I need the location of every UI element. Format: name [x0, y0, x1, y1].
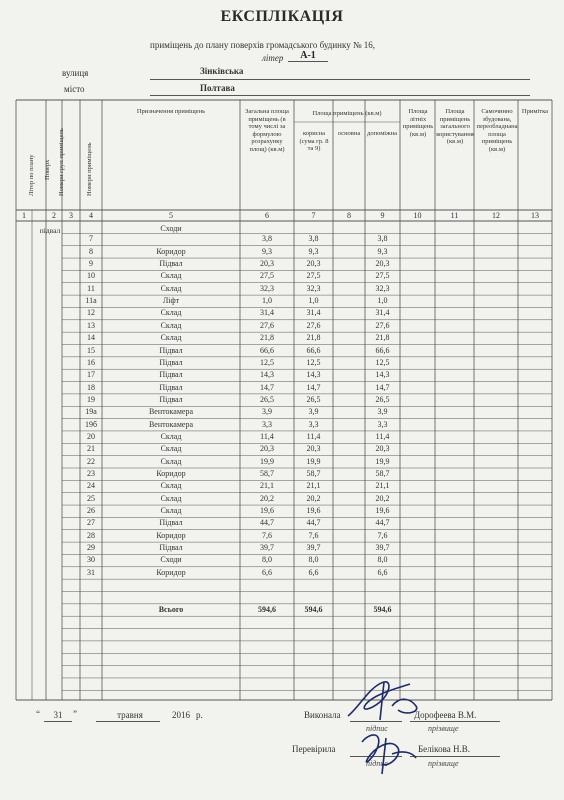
col-header-liter: Літер по плану — [28, 154, 35, 196]
room-number: 15 — [87, 345, 95, 355]
room-aux-area: 58,7 — [375, 469, 390, 478]
room-purpose: Підвал — [159, 394, 183, 404]
room-number: 11а — [85, 296, 97, 306]
room-purpose: Підвал — [159, 259, 183, 269]
room-useful-area: 44,7 — [306, 518, 321, 528]
room-number: 28 — [87, 530, 95, 540]
date-month-underline — [96, 721, 160, 722]
room-aux-area: 19,9 — [375, 456, 390, 466]
totals-useful-area: 594,6 — [304, 604, 323, 614]
room-useful-area: 8,0 — [308, 555, 319, 565]
room-aux-area: 27,6 — [375, 320, 390, 330]
room-number: 27 — [87, 518, 95, 528]
room-total-area: 21,1 — [260, 481, 274, 491]
room-purpose: Склад — [160, 308, 182, 318]
col-header-floor: Поверх — [44, 159, 51, 180]
checked-by-name: Белікова Н.В. — [418, 744, 470, 754]
room-aux-area: 66,6 — [375, 345, 390, 355]
city-value: Полтава — [200, 83, 235, 93]
col-header-area-group: Площа приміщень (кв.м) — [312, 110, 382, 117]
room-number: 14 — [87, 333, 95, 343]
room-aux-area: 21,8 — [375, 333, 390, 343]
room-total-area: 6,6 — [262, 567, 272, 577]
room-useful-area: 3,3 — [308, 419, 319, 429]
column-number: 1 — [22, 211, 26, 220]
floor-label: підвал — [39, 226, 61, 235]
room-aux-area: 14,3 — [375, 370, 390, 380]
room-number: 20 — [87, 431, 95, 441]
room-purpose: Склад — [160, 431, 182, 441]
checked-by-sign-caption: підпис — [366, 759, 388, 768]
room-number: 23 — [87, 469, 95, 478]
room-aux-area: 20,3 — [375, 444, 390, 454]
room-purpose: Підвал — [159, 382, 183, 392]
date-year-suffix: р. — [196, 710, 203, 720]
col-header-purpose: Призначення приміщень — [136, 108, 206, 115]
room-purpose: Склад — [160, 506, 182, 516]
street-label: вулиця — [62, 68, 89, 78]
column-number: 2 — [52, 211, 56, 220]
checked-by-label: Перевірила — [292, 744, 336, 754]
room-number: 22 — [87, 456, 95, 466]
room-purpose: Сходи — [160, 224, 182, 233]
room-total-area: 20,3 — [260, 259, 274, 269]
column-number: 10 — [413, 211, 422, 220]
made-by-name-caption: прізвище — [428, 724, 459, 733]
room-purpose: Склад — [160, 493, 182, 503]
room-purpose: Склад — [160, 320, 182, 330]
col-header-unauthorized: Самочинно збудована, переобладнана площа приміщень (кв.м) — [476, 108, 518, 153]
column-number: 12 — [492, 211, 500, 220]
room-purpose: Підвал — [159, 543, 183, 553]
room-total-area: 14,3 — [260, 370, 274, 380]
room-total-area: 27,5 — [260, 271, 274, 281]
room-total-area: 58,7 — [260, 469, 274, 478]
room-total-area: 20,2 — [260, 493, 274, 503]
room-useful-area: 9,3 — [308, 246, 319, 256]
room-number: 21 — [87, 444, 95, 454]
room-number: 12 — [87, 308, 95, 318]
room-total-area: 14,7 — [260, 382, 274, 392]
room-aux-area: 8,0 — [377, 555, 388, 565]
room-purpose: Склад — [160, 271, 182, 281]
checked-by-name-caption: прізвище — [428, 759, 459, 768]
room-number: 31 — [87, 567, 95, 577]
room-purpose: Вентокамера — [148, 407, 194, 417]
room-aux-area: 31,4 — [375, 308, 390, 318]
room-useful-area: 3,8 — [308, 234, 319, 244]
column-number: 6 — [265, 211, 269, 220]
room-number: 24 — [87, 481, 95, 491]
room-useful-area: 31,4 — [306, 308, 321, 318]
room-number: 11 — [87, 283, 95, 293]
column-number: 13 — [531, 211, 539, 220]
room-useful-area: 6,6 — [308, 567, 319, 577]
signature-made-by — [340, 676, 430, 726]
room-purpose: Підвал — [159, 357, 183, 367]
room-total-area: 12,5 — [260, 357, 274, 367]
room-useful-area: 27,6 — [306, 320, 321, 330]
room-useful-area: 32,3 — [306, 283, 321, 293]
room-number: 19б — [84, 419, 98, 429]
room-useful-area: 3,9 — [308, 407, 319, 417]
column-number: 5 — [169, 211, 173, 220]
room-total-area: 1,0 — [262, 296, 272, 306]
document-title: ЕКСПЛІКАЦІЯ — [220, 8, 344, 25]
room-aux-area: 1,0 — [377, 296, 388, 306]
room-aux-area: 39,7 — [375, 543, 390, 553]
room-aux-area: 20,3 — [375, 259, 390, 269]
room-useful-area: 19,9 — [306, 456, 321, 466]
room-total-area: 3,3 — [262, 419, 272, 429]
room-useful-area: 20,2 — [306, 493, 321, 503]
room-total-area: 39,7 — [260, 543, 274, 553]
column-number: 8 — [347, 211, 351, 220]
column-number: 11 — [450, 211, 459, 220]
room-useful-area: 14,7 — [306, 382, 321, 392]
room-aux-area: 32,3 — [375, 283, 390, 293]
room-useful-area: 66,6 — [306, 345, 321, 355]
room-number: 17 — [87, 370, 95, 380]
room-number: 19 — [87, 394, 95, 404]
room-total-area: 9,3 — [262, 246, 272, 256]
room-purpose: Коридор — [156, 246, 186, 256]
room-total-area: 44,7 — [260, 518, 274, 528]
city-label: місто — [64, 84, 85, 94]
street-value: Зінківська — [200, 66, 244, 76]
room-purpose: Склад — [160, 444, 182, 454]
room-useful-area: 20,3 — [306, 259, 321, 269]
room-aux-area: 19,6 — [375, 506, 390, 516]
room-purpose: Склад — [160, 456, 182, 466]
col-header-main: основна — [337, 130, 361, 137]
room-total-area: 3,9 — [262, 407, 272, 417]
room-aux-area: 7,6 — [377, 530, 388, 540]
room-aux-area: 26,5 — [375, 394, 390, 404]
made-by-sign-caption: підпис — [366, 724, 388, 733]
checked-by-name-line — [410, 756, 500, 757]
col-header-groups: Номери груп приміщень — [58, 128, 65, 196]
column-number: 4 — [89, 211, 93, 220]
room-number: 19а — [85, 407, 97, 417]
room-total-area: 7,6 — [262, 530, 272, 540]
room-aux-area: 20,2 — [375, 493, 390, 503]
room-useful-area: 21,8 — [306, 333, 321, 343]
col-header-notes: Примітка — [521, 108, 549, 115]
room-aux-area: 3,8 — [377, 234, 388, 244]
room-number: 9 — [89, 259, 93, 269]
room-total-area: 31,4 — [260, 308, 274, 318]
totals-label: Всього — [158, 604, 184, 614]
room-aux-area: 21,1 — [375, 481, 390, 491]
date-close-quote: ” — [73, 709, 77, 719]
room-purpose: Коридор — [156, 567, 186, 577]
room-total-area: 20,3 — [260, 444, 274, 454]
room-total-area: 21,8 — [260, 333, 274, 343]
room-useful-area: 20,3 — [306, 444, 321, 454]
room-purpose: Склад — [160, 333, 182, 343]
made-by-name: Дорофеева В.М. — [414, 710, 477, 720]
room-number: 8 — [89, 246, 93, 256]
room-number: 18 — [87, 382, 95, 392]
room-number: 26 — [87, 506, 95, 516]
totals-aux-area: 594,6 — [373, 604, 392, 614]
room-purpose: Коридор — [156, 469, 186, 478]
room-useful-area: 21,1 — [306, 481, 321, 491]
room-useful-area: 19,6 — [306, 506, 321, 516]
col-header-total-area: Загальна площа приміщень (в тому числі за формулою розрахунку площ) (кв.м) — [245, 108, 289, 153]
room-number: 7 — [89, 234, 93, 244]
room-total-area: 11,4 — [260, 431, 274, 441]
room-total-area: 19,6 — [260, 506, 274, 516]
date-open-quote: “ — [36, 709, 40, 719]
room-number: 29 — [87, 543, 95, 553]
column-number: 7 — [311, 211, 316, 220]
room-purpose: Склад — [160, 481, 182, 491]
made-by-label: Виконала — [304, 710, 341, 720]
room-number: 30 — [87, 555, 95, 565]
room-purpose: Склад — [160, 283, 182, 293]
room-purpose: Сходи — [160, 555, 182, 565]
room-useful-area: 27,5 — [306, 271, 321, 281]
room-useful-area: 14,3 — [306, 370, 321, 380]
liter-value: А-1 — [288, 50, 328, 62]
col-header-common: Площа приміщень загального користування (кв.м) — [436, 108, 474, 145]
room-useful-area: 12,5 — [306, 357, 321, 367]
room-useful-area: 1,0 — [308, 296, 319, 306]
room-useful-area: 11,4 — [306, 431, 321, 441]
room-total-area: 66,6 — [260, 345, 274, 355]
date-year: 2016 — [172, 710, 190, 720]
date-day-underline — [44, 721, 72, 722]
room-number: 25 — [87, 493, 95, 503]
date-day: 31 — [53, 710, 63, 720]
room-total-area: 8,0 — [262, 555, 272, 565]
room-purpose: Коридор — [156, 530, 186, 540]
totals-total-area: 594,6 — [258, 604, 276, 614]
room-aux-area: 9,3 — [377, 246, 388, 256]
room-aux-area: 3,9 — [377, 407, 388, 417]
room-aux-area: 3,3 — [377, 419, 388, 429]
room-purpose: Ліфт — [162, 296, 180, 306]
column-number: 3 — [69, 211, 73, 220]
room-aux-area: 27,5 — [375, 271, 390, 281]
room-number: 10 — [87, 271, 95, 281]
col-header-summer: Площа літніх приміщень (кв.м) — [402, 108, 434, 138]
document-subtitle: приміщень до плану поверхів громадського будинку № 16, — [150, 40, 376, 50]
room-aux-area: 12,5 — [375, 357, 390, 367]
room-useful-area: 26,5 — [306, 394, 321, 404]
room-total-area: 19,9 — [260, 456, 274, 466]
room-total-area: 32,3 — [260, 283, 274, 293]
room-total-area: 3,8 — [262, 234, 272, 244]
col-header-room-numbers: Номери приміщень — [86, 142, 93, 196]
room-total-area: 27,6 — [260, 320, 274, 330]
room-aux-area: 44,7 — [375, 518, 390, 528]
room-purpose: Підвал — [159, 370, 183, 380]
room-purpose: Підвал — [159, 345, 183, 355]
room-aux-area: 11,4 — [375, 431, 390, 441]
room-purpose: Підвал — [159, 518, 183, 528]
room-useful-area: 58,7 — [306, 469, 321, 478]
room-number: 16 — [87, 357, 95, 367]
column-number: 9 — [380, 211, 385, 220]
liter-label: літер — [262, 53, 284, 63]
date-month: травня — [117, 710, 143, 720]
col-header-aux: допоміжна — [367, 130, 397, 137]
room-total-area: 26,5 — [260, 394, 274, 404]
room-useful-area: 39,7 — [306, 543, 321, 553]
room-aux-area: 14,7 — [375, 382, 390, 392]
room-purpose: Вентокамера — [148, 419, 194, 429]
room-useful-area: 7,6 — [308, 530, 319, 540]
col-header-useful: корисна (сума гр. 8 та 9) — [299, 130, 329, 152]
room-aux-area: 6,6 — [377, 567, 388, 577]
signature-checked-by — [352, 728, 422, 776]
room-number: 13 — [87, 320, 95, 330]
